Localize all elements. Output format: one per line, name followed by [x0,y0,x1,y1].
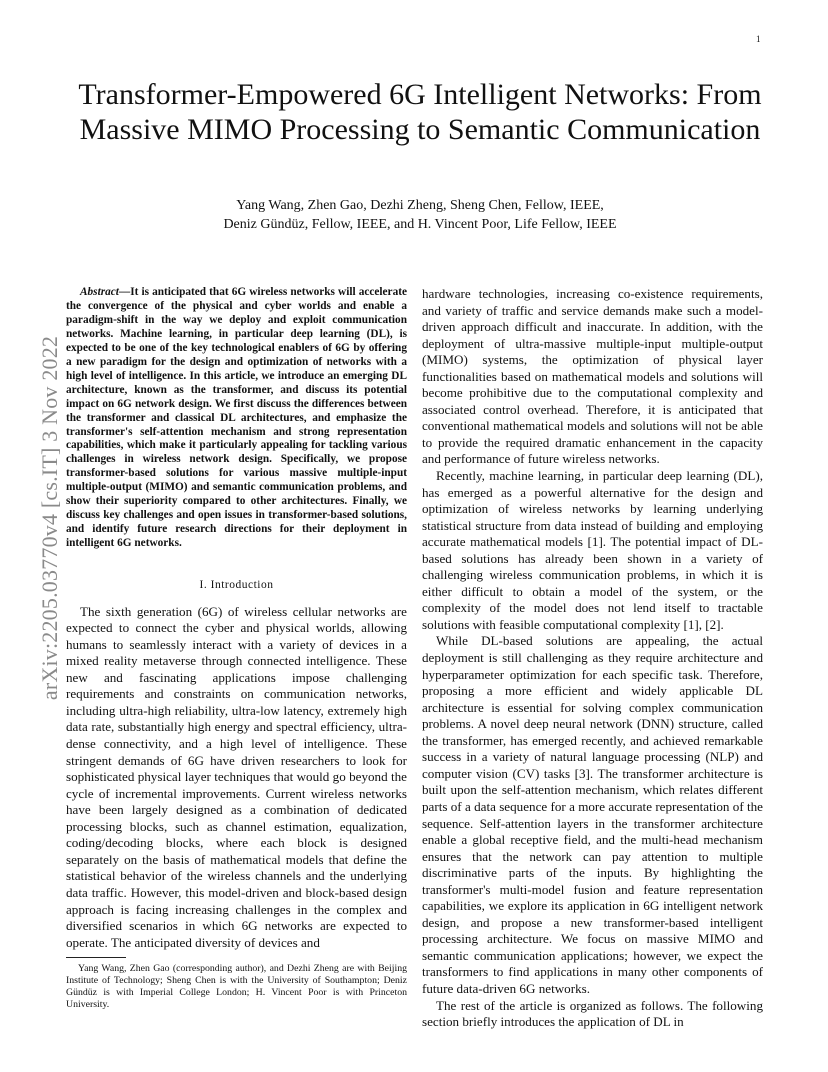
affiliation-footnote: Yang Wang, Zhen Gao (corresponding author), and Dezhi Zheng are with Beijing Institute of Technology; Sheng Chen is with the University of Southampton; Deniz Gündüz is with Imperial College London; H. Vincent Poor is with Princeton University. [66,963,407,1010]
authors-line-1: Yang Wang, Zhen Gao, Dezhi Zheng, Sheng Chen, Fellow, IEEE, [236,198,604,213]
intro-paragraph-continued: hardware technologies, increasing co-existence requirements, and variety of traffic and service demands make such a model-driven approach difficult and inaccurate. In addition, with the deployment of ultra-massive multiple-input multiple-output (MIMO) systems, the optimization of physical layer functionalities based on mathematical models and solutions will become prohibitive due to the computational complexity and associated control overhead. Therefore, it is anticipated that conventional mathematical models and solutions will not be able to provide the required dramatic enhancement in the capacity and performance of future wireless networks. [422,286,763,467]
intro-paragraph-3: While DL-based solutions are appealing, the actual deployment is still challenging as they require architecture and hyperparameter optimization for each specific task. Therefore, proposing a more efficient and widely applicable DL architecture is essential for solving complex communication problems. A novel deep neural network (DNN) structure, called the transformer, has emerged recently, and achieved remarkable success in a variety of natural language processing (NLP) and computer vision (CV) tasks [3]. The transformer architecture is built upon the self-attention mechanism, which relates different parts of a data sequence for a more accurate representation of the sequence. Self-attention layers in the transformer architecture enable a global receptive field, and the multi-head mechanism ensures that the network can pay attention to multiple discriminative parts of the inputs. By highlighting the transformer's multi-model fusion and feature representation capabilities, we explore its application in 6G intelligent network design, and propose a new transformer-based intelligent processing architecture. We focus on massive MIMO and semantic communication applications; however, we expect the transformers to find applications in many other components of future data-driven 6G networks. [422,633,763,996]
intro-paragraph-4: The rest of the article is organized as follows. The following section briefly introduces the application of DL in [422,997,763,1030]
page-number: 1 [756,34,761,44]
abstract-text: —It is anticipated that 6G wireless networks will accelerate the convergence of the physical and cyber worlds and enable a paradigm-shift in the way we deploy and exploit communication networks. Machine learning, in particular deep learning (DL), is expected to be one of the key technological enablers of 6G by offering a new paradigm for the design and optimization of networks with a high level of intelligence. In this article, we introduce an emerging DL architecture, known as the transformer, and discuss its potential impact on 6G network design. We first discuss the differences between the transformer and classical DL architectures, and emphasize the transformer's self-attention mechanism and strong representation capabilities, which make it particularly appealing for tackling various challenges in wireless network design. Specifically, we propose transformer-based solutions for various massive multiple-input multiple-output (MIMO) and semantic communication problems, and show their superiority compared to other architectures. Finally, we discuss key challenges and open issues in transformer-based solutions, and identify future research directions for their deployment in intelligent 6G networks. [66,286,407,550]
paper-title: Transformer-Empowered 6G Intelligent Networks: From Massive MIMO Processing to Semantic Communication [78,78,762,146]
arxiv-id: arXiv:2205.03770v4 [cs.IT] 3 Nov 2022 [37,335,62,701]
intro-paragraph-2: Recently, machine learning, in particular deep learning (DL), has emerged as a powerful alternative for the design and optimization of wireless networks by learning underlying statistical structure from data instead of building and employing accurate mathematical models [1]. The potential impact of DL-based solutions has already been shown in a variety of challenging wireless communication problems, in which it is either difficult to obtain a model of the system, or the complexity of the model does not lend itself to tractable solutions with feasible computational complexity [1], [2]. [422,468,763,632]
abstract-lead: Abstract [80,286,119,298]
authors-line-2: Deniz Gündüz, Fellow, IEEE, and H. Vincent Poor, Life Fellow, IEEE [223,217,617,232]
section-heading-introduction: I. Introduction [199,579,274,592]
intro-paragraph-1: The sixth generation (6G) of wireless cellular networks are expected to connect the cyber and physical worlds, allowing humans to seamlessly interact with a variety of devices in a mixed reality metaverse through connected intelligence. These new and fascinating applications impose challenging requirements and constraints on communication networks, including ultra-high reliability, ultra-low latency, extremely high data rate, substantially high energy and spectral efficiency, ultra-dense connectivity, and a high level of intelligence. These stringent demands of 6G have driven researchers to look for sophisticated physical layer techniques that would go beyond the cycle of incremental improvements. Current wireless networks have been largely designed as a combination of dedicated processing blocks, such as channel estimation, equalization, coding/decoding blocks, where each block is designed separately on the basis of mathematical models that define the statistical behavior of the wireless channels and the underlying data traffic. However, this model-driven and block-based design approach is facing increasing challenges in the complex and diversified scenarios in which 6G networks are expected to operate. The anticipated diversity of devices and [66,603,407,950]
footnote-divider [66,957,126,958]
right-column [422,286,763,1031]
abstract [66,286,407,551]
left-column [66,286,407,951]
author-block [120,196,720,234]
arxiv-sidebar-stamp [36,298,64,738]
